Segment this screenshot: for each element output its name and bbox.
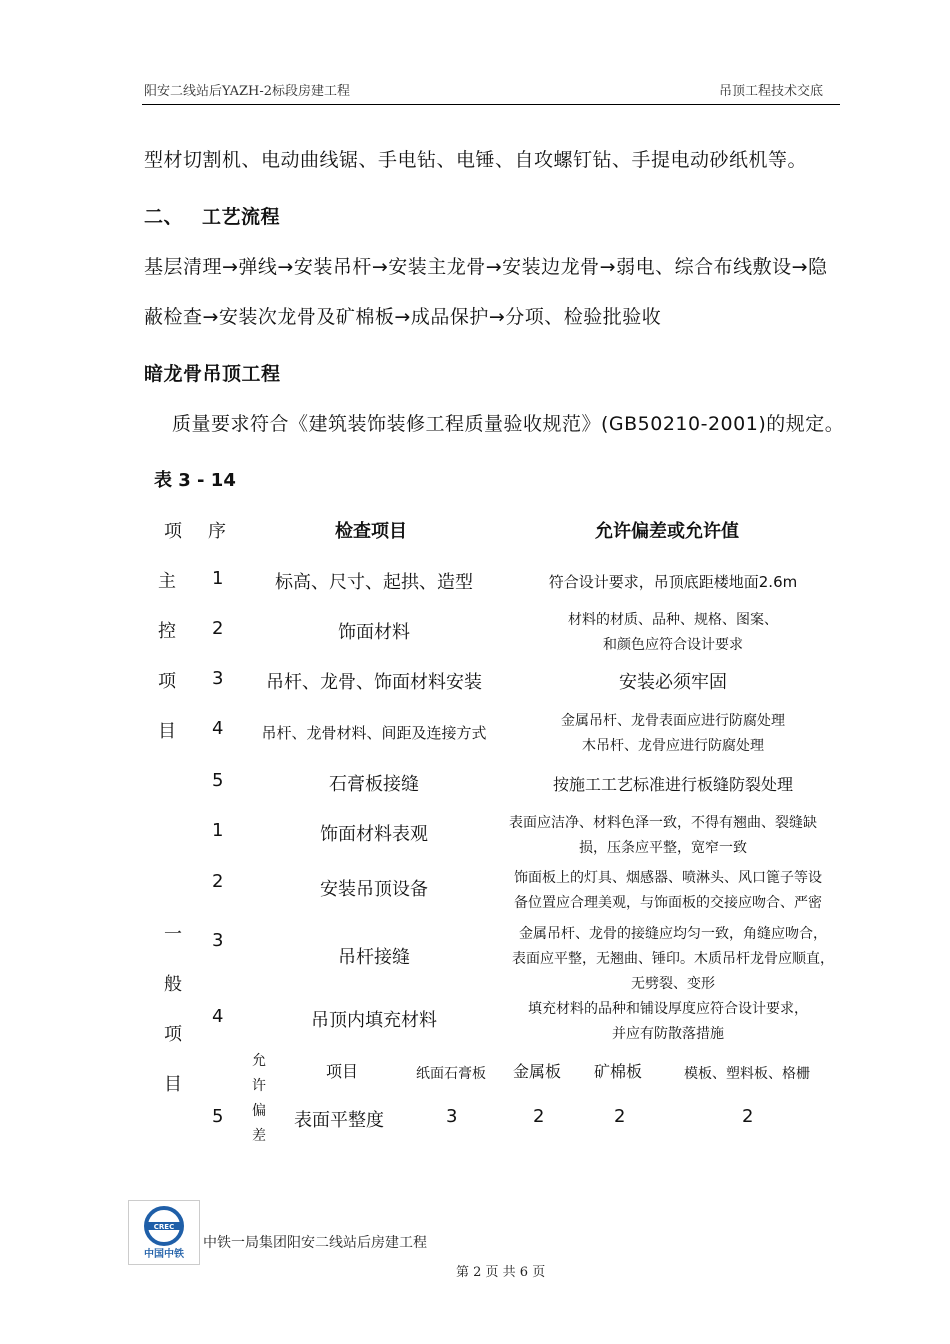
- main-row-seq: 3: [212, 668, 224, 689]
- section-number: 二、: [144, 206, 184, 228]
- deviation-col-plastic: 模板、塑料板、格栅: [684, 1066, 810, 1082]
- main-row-check: 吊杆、龙骨材料、间距及连接方式: [261, 724, 487, 742]
- crec-logo-icon: [129, 1201, 199, 1264]
- table-caption: 表 3 - 14: [154, 470, 236, 491]
- main-group-char: 主: [158, 571, 176, 592]
- process-line-2: 蔽检查→安装次龙骨及矿棉板→成品保护→分项、检验批验收: [144, 306, 662, 328]
- deviation-col-gypsum: 纸面石膏板: [416, 1066, 486, 1082]
- main-group-char: 控: [158, 621, 176, 642]
- general-group-char: 目: [164, 1074, 182, 1095]
- general-row-check: 饰面材料表观: [320, 824, 428, 845]
- general-row-check: 吊顶内填充材料: [311, 1010, 437, 1031]
- main-row-allow: 木吊杆、龙骨应进行防腐处理: [582, 738, 764, 754]
- deviation-label-char: 允: [252, 1053, 266, 1069]
- general-row-seq: 1: [212, 820, 224, 841]
- main-row-allow: 符合设计要求，吊顶底距楼地面2.6m: [548, 573, 798, 591]
- deviation-value-plastic: 2: [742, 1106, 754, 1127]
- subsection-title: 暗龙骨吊顶工程: [144, 363, 281, 385]
- main-row-allow: 安装必须牢固: [619, 672, 727, 693]
- main-row-allow: 和颜色应符合设计要求: [603, 637, 743, 653]
- deviation-value-mineral: 2: [614, 1106, 626, 1127]
- general-row-allow: 填充材料的品种和铺设厚度应符合设计要求，: [528, 1001, 808, 1017]
- general-row-allow: 表面应洁净、材料色泽一致，不得有翘曲、裂缝缺: [509, 815, 817, 831]
- deviation-seq: 5: [212, 1106, 224, 1127]
- main-row-check: 石膏板接缝: [329, 774, 419, 795]
- general-group-char: 般: [164, 974, 182, 995]
- general-row-check: 吊杆接缝: [338, 947, 410, 968]
- general-group-char: 一: [164, 924, 182, 945]
- main-row-allow: 按施工工艺标准进行板缝防裂处理: [552, 775, 793, 794]
- header-seq: 序: [208, 521, 226, 542]
- page-number: 第 2 页 共 6 页: [456, 1265, 546, 1280]
- main-row-allow: 金属吊杆、龙骨表面应进行防腐处理: [561, 713, 785, 729]
- tools-line: 型材切割机、电动曲线锯、手电钻、电锤、自攻螺钉钻、手提电动砂纸机等。: [144, 149, 808, 171]
- main-row-check: 吊杆、龙骨、饰面材料安装: [266, 672, 482, 693]
- main-row-seq: 2: [212, 618, 224, 639]
- deviation-col-mineral: 矿棉板: [594, 1062, 643, 1081]
- deviation-row-label: 表面平整度: [294, 1110, 384, 1131]
- svg-text:中国中铁: 中国中铁: [144, 1249, 184, 1260]
- main-row-seq: 4: [212, 718, 224, 739]
- header-check: 检查项目: [335, 521, 407, 542]
- deviation-header-item: 项目: [326, 1062, 359, 1081]
- header-right: 吊顶工程技术交底: [719, 84, 824, 99]
- deviation-label-char: 差: [252, 1128, 266, 1144]
- main-row-seq: 1: [212, 568, 224, 589]
- deviation-value-metal: 2: [533, 1106, 545, 1127]
- main-row-check: 标高、尺寸、起拱、造型: [275, 572, 473, 593]
- main-row-seq: 5: [212, 770, 224, 791]
- header-left: 阳安二线站后YAZH-2标段房建工程: [144, 84, 350, 99]
- header-divider: [142, 104, 840, 105]
- header-allow: 允许偏差或允许值: [595, 521, 739, 542]
- general-row-allow: 金属吊杆、龙骨的接缝应均匀一致，角缝应吻合，: [519, 926, 827, 942]
- general-row-allow: 损，压条应平整，宽窄一致: [579, 840, 747, 856]
- header-item: 项: [164, 521, 182, 542]
- deviation-label-char: 偏: [252, 1103, 266, 1119]
- deviation-label-char: 许: [252, 1078, 266, 1094]
- general-row-allow: 无劈裂、变形: [631, 976, 715, 992]
- footer-company: 中铁一局集团阳安二线站后房建工程: [203, 1235, 427, 1251]
- general-row-allow: 表面应平整，无翘曲、锤印。木质吊杆龙骨应顺直，: [512, 951, 834, 967]
- general-row-check: 安装吊顶设备: [320, 879, 428, 900]
- general-row-allow: 饰面板上的灯具、烟感器、喷淋头、风口篦子等设: [514, 870, 822, 886]
- section-title: 工艺流程: [202, 206, 281, 228]
- general-row-allow: 并应有防散落措施: [612, 1026, 724, 1042]
- main-row-allow: 材料的材质、品种、规格、图案、: [568, 612, 778, 628]
- general-row-seq: 3: [212, 930, 224, 951]
- main-group-char: 目: [158, 721, 176, 742]
- process-line-1: 基层清理→弹线→安装吊杆→安装主龙骨→安装边龙骨→弱电、综合布线敷设→隐: [144, 256, 828, 278]
- main-group-char: 项: [158, 671, 176, 692]
- company-logo: [128, 1200, 200, 1265]
- general-row-seq: 4: [212, 1006, 224, 1027]
- main-row-check: 饰面材料: [338, 622, 410, 643]
- deviation-col-metal: 金属板: [513, 1062, 562, 1081]
- svg-text:CREC: CREC: [153, 1223, 175, 1231]
- general-row-allow: 备位置应合理美观，与饰面板的交接应吻合、严密: [514, 895, 822, 911]
- quality-line: 质量要求符合《建筑装饰装修工程质量验收规范》(GB50210-2001)的规定。: [172, 413, 845, 435]
- deviation-value-gypsum: 3: [446, 1106, 458, 1127]
- general-row-seq: 2: [212, 871, 224, 892]
- general-group-char: 项: [164, 1024, 182, 1045]
